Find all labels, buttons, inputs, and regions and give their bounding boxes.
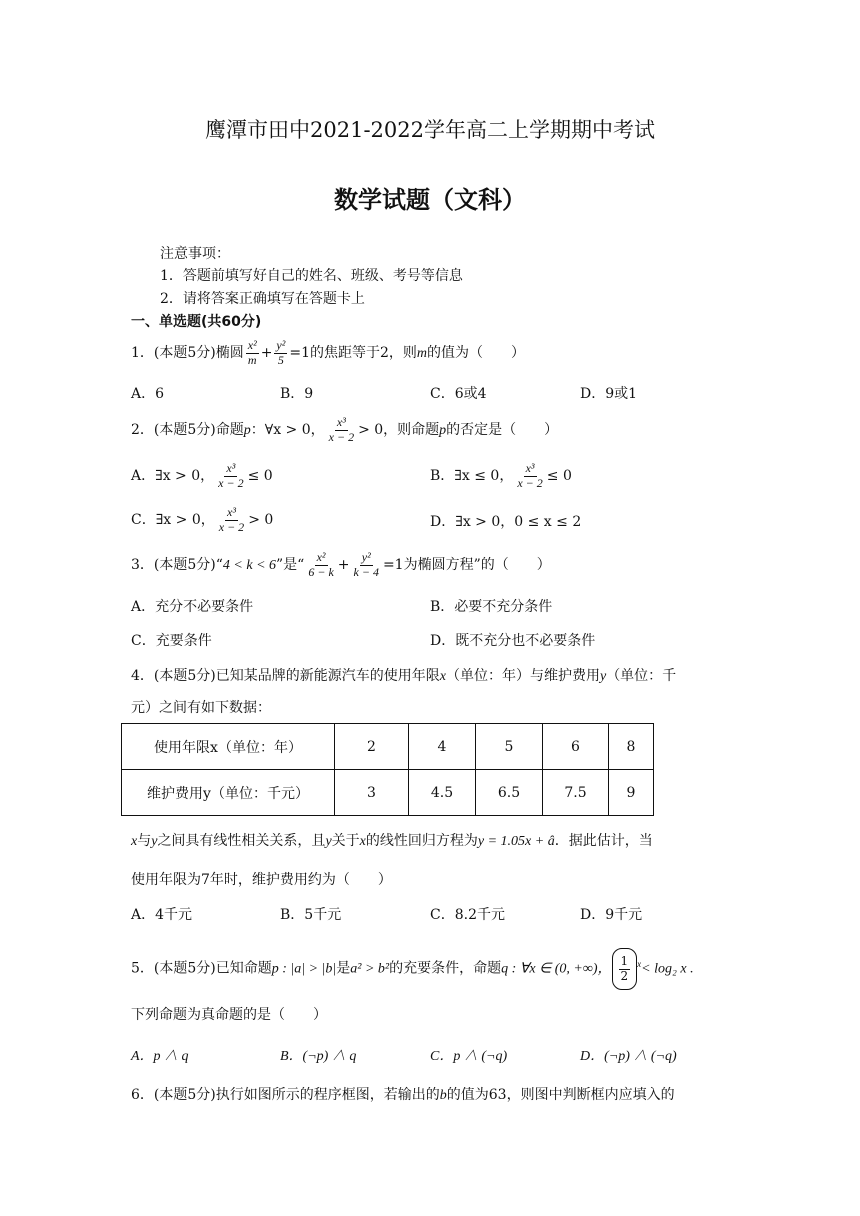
table-cell: 2 [335,724,409,770]
q1-option-a: A．6 [131,386,165,402]
table-cell: 4 [409,724,476,770]
table-cell: 6.5 [476,770,543,816]
table-cell: 9 [609,770,654,816]
q2-option-d: D．∃x > 0，0 ≤ x ≤ 2 [430,514,582,530]
q1-option-c: C．6或4 [430,386,487,402]
q5-line-2: 下列命题为真命题的是（ ） [131,1007,327,1023]
q1-option-d: D．9或1 [580,386,638,402]
q4-option-a: A．4千元 [131,907,193,923]
q2-option-c: C．∃x > 0， $\frac{\text{x³}}{x - 2}$ > 0 [131,504,274,534]
table-row-label: 维护费用y（单位：千元） [122,770,335,816]
q2-option-a: A．∃x > 0， $\frac{\text{x³}}{x - 2}$ ≤ 0 [131,460,273,490]
table-cell: 3 [335,770,409,816]
question-2: 2．(本题5分)命题p：∀x > 0， $\frac{\text{x³}}{x - 2}$ > 0，则命题p的否定是（ ） [131,414,559,444]
q1-fraction-2: $\frac{\text{y²}}{5}$ [276,337,286,367]
table-cell: 4.5 [409,770,476,816]
table-cell: 5 [476,724,543,770]
question-3: 3．(本题5分)“4 < k < 6”是“ $\frac{\text{x²}}{6 - k}$ + $\frac{\text{y²}}{k - 4}$ =1为椭圆方程”的（ ） [131,549,551,579]
question-1: 1．(本题5分)椭圆 $\frac{\text{x²}}{m}$ + $\frac{\text{y²}}{5}$ =1的焦距等于2，则m的值为（ ） [131,337,526,367]
q4-after-line-1: x与y之间具有线性相关关系，且y关于x的线性回归方程为y = 1.05x + â．据此估计，当 [131,833,653,849]
q2-fraction: $\frac{\text{x³}}{x - 2}$ [328,414,355,444]
q4-option-b: B．5千元 [280,907,342,923]
table-row [122,724,654,770]
question-5: 5．(本题5分)已知命题p : |a| > |b|是a² > b²的充要条件，命题q : ∀x ∈ (0, +∞)， $\frac{1}{2}$ $^x$< log₂ x . [131,944,694,990]
q2-option-b: B．∃x ≤ 0， $\frac{\text{x³}}{x - 2}$ ≤ 0 [430,460,572,490]
notice-item-2: 2．请将答案正确填写在答题卡上 [160,291,365,307]
q4-option-c: C．8.2千元 [430,907,505,923]
section-heading: 一、单选题(共60分) [131,314,262,330]
q3-option-d: D．既不充分也不必要条件 [430,633,596,649]
table-row [122,770,654,816]
q5-option-c: C．p ∧ (¬q) [430,1049,508,1064]
q4-line-1: 4．(本题5分)已知某品牌的新能源汽车的使用年限x（单位：年）与维护费用y（单位：千 [131,668,677,684]
table-cell: 6 [543,724,609,770]
q4-regression-equation: y = 1.05x + â [477,834,555,849]
q1-fraction-1: $\frac{\text{x²}}{m}$ [247,337,257,367]
q4-data-table [121,723,654,816]
q4-option-d: D．9千元 [580,907,643,923]
q1-option-b: B．9 [280,386,314,402]
table-cell: 7.5 [543,770,609,816]
q5-option-a: A．p ∧ q [131,1049,189,1064]
table-row-label: 使用年限x（单位：年） [122,724,335,770]
table-cell: 8 [609,724,654,770]
exam-title: 鹰潭市田中2021-2022学年高二上学期期中考试 [205,118,655,142]
exam-subtitle: 数学试题（文科） [334,186,526,214]
q3-option-c: C．充要条件 [131,633,212,649]
q3-option-b: B．必要不充分条件 [430,599,553,615]
q5-option-b: B．(¬p) ∧ q [280,1049,357,1064]
notice-heading: 注意事项： [160,246,230,262]
q4-after-line-2: 使用年限为7年时，维护费用约为（ ） [131,872,392,888]
q4-line-2: 元）之间有如下数据： [131,700,271,716]
q3-option-a: A．充分不必要条件 [131,599,254,615]
q1-prefix: 1．(本题5分)椭圆 [131,345,244,361]
q5-option-d: D．(¬p) ∧ (¬q) [580,1049,677,1064]
notice-item-1: 1．答题前填写好自己的姓名、班级、考号等信息 [160,268,463,284]
question-6: 6．(本题5分)执行如图所示的程序框图，若输出的b的值为63，则图中判断框内应填入的 [131,1087,675,1103]
